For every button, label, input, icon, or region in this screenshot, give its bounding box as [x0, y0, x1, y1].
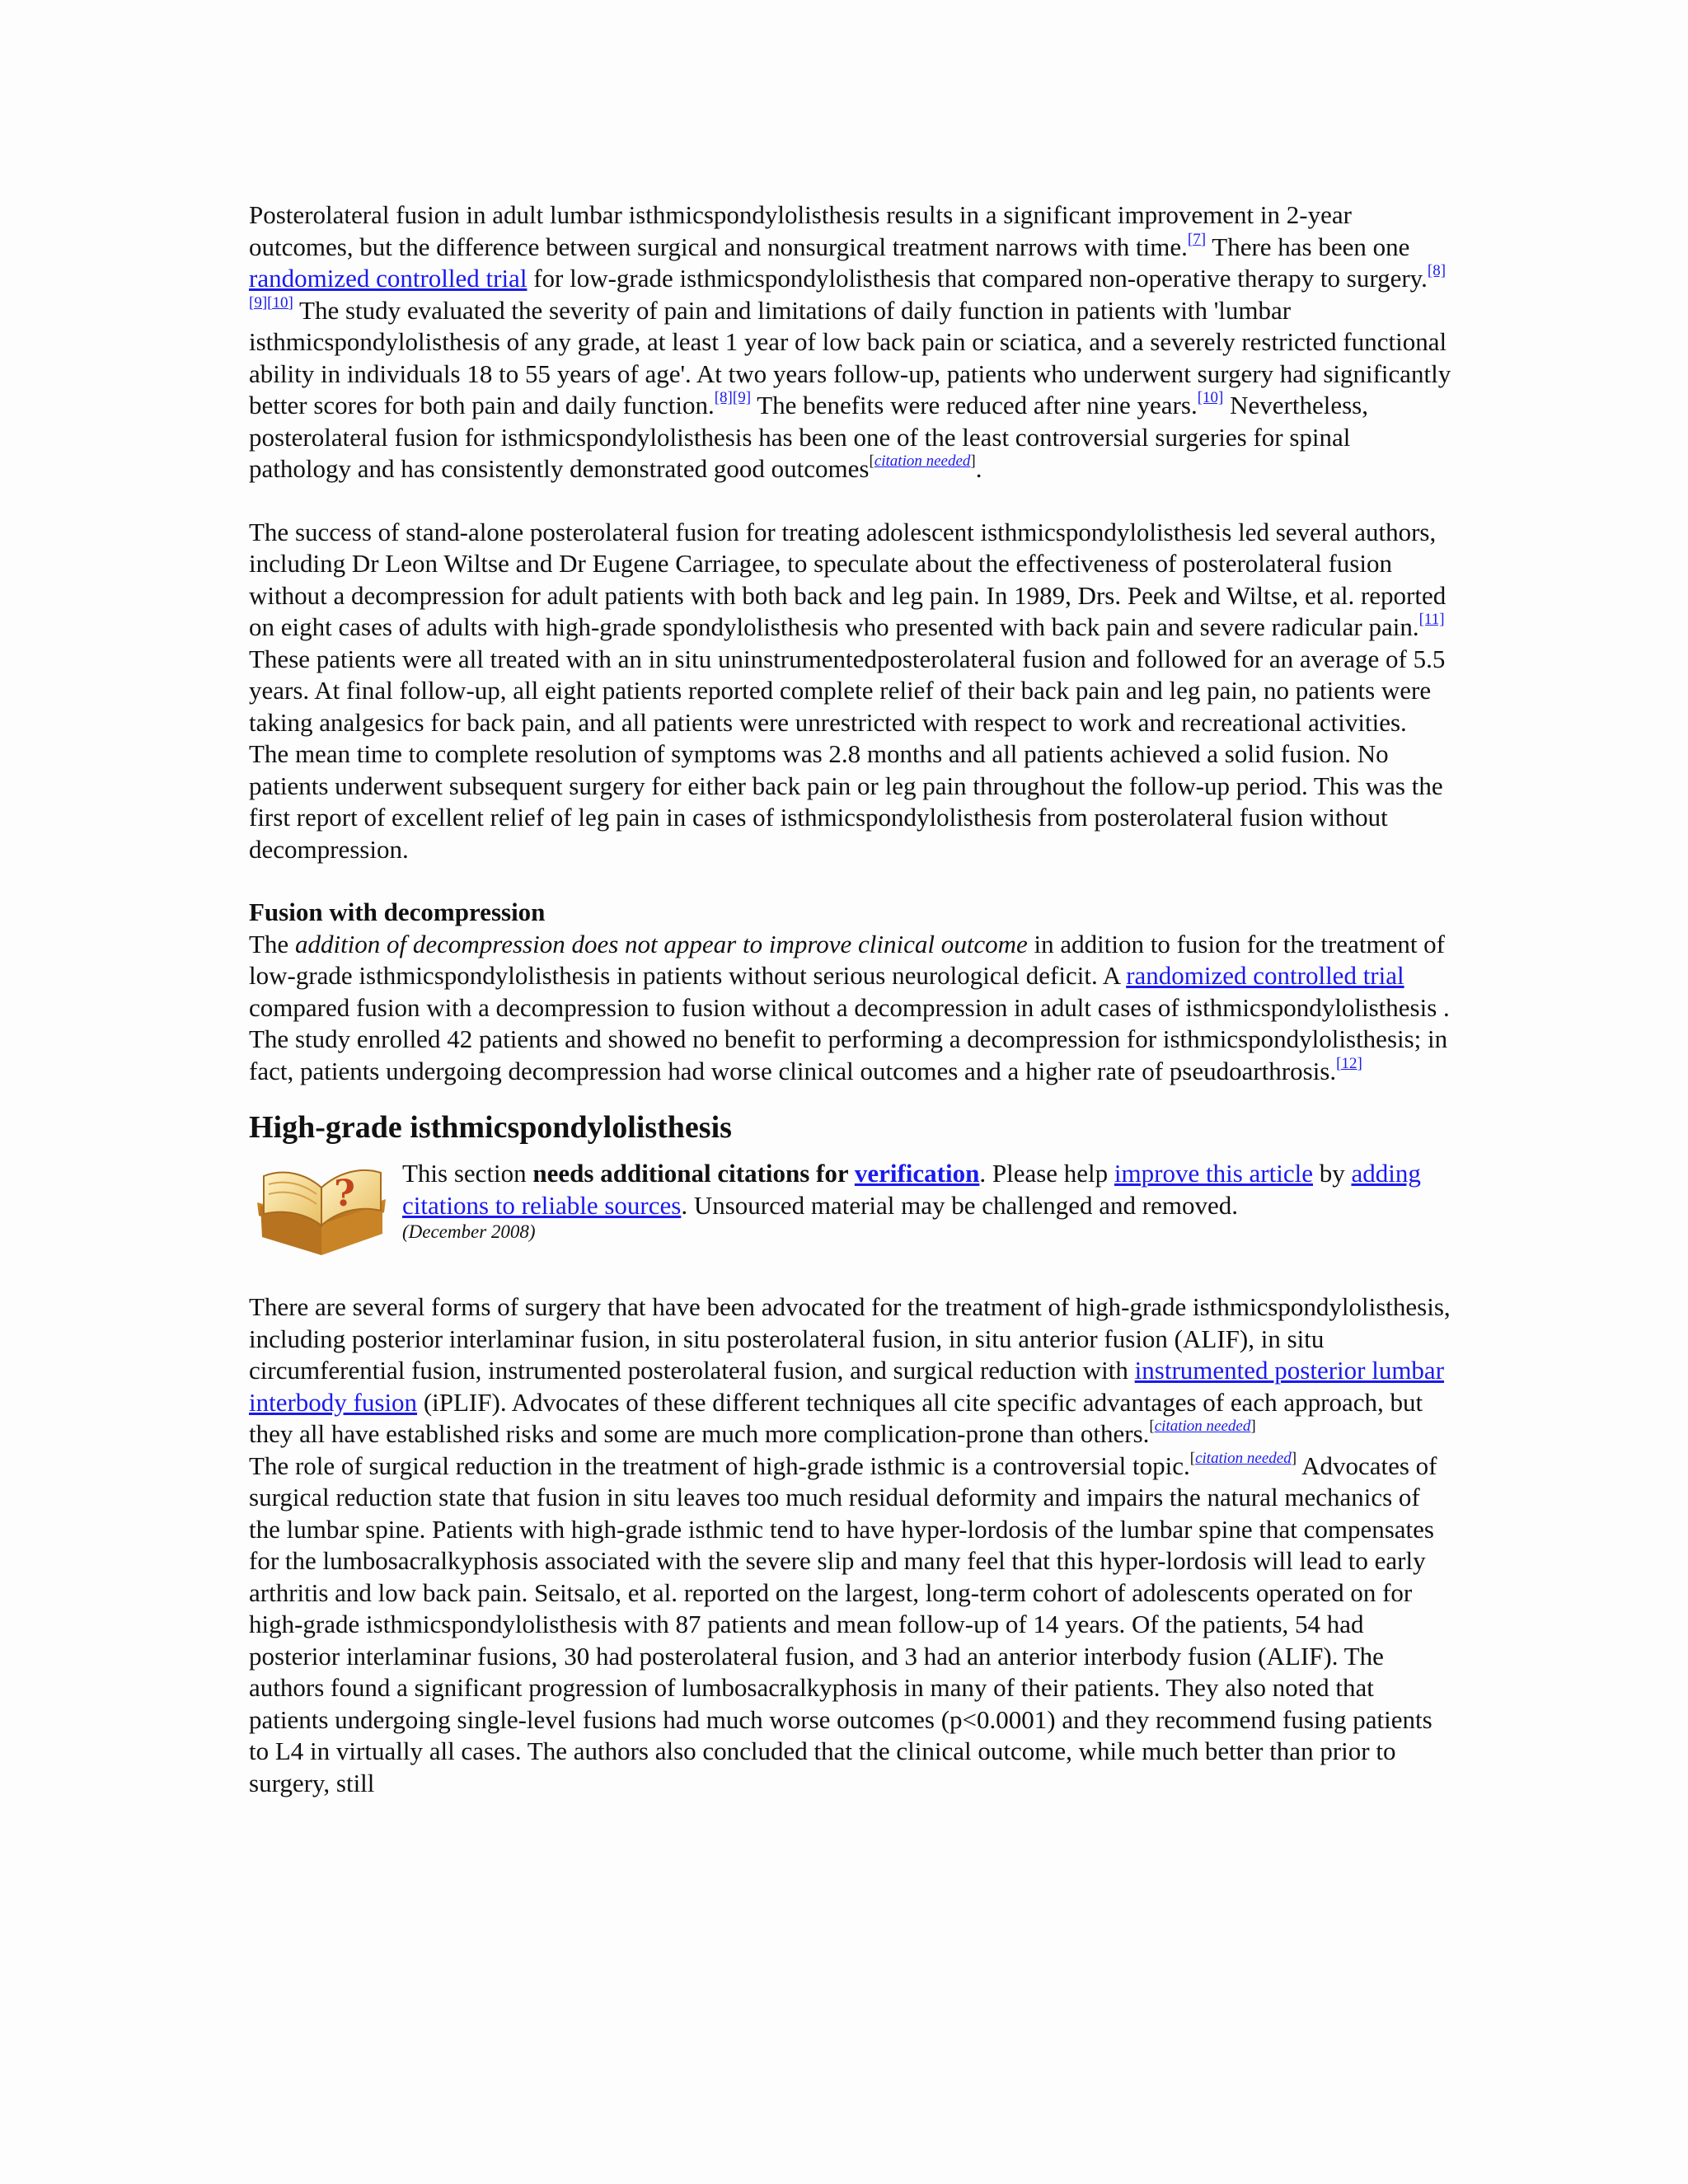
ref-9-link[interactable]: [9] [249, 293, 268, 312]
book-question-icon [252, 1158, 391, 1262]
citation-needed-link[interactable]: citation needed [874, 452, 971, 470]
citation-needed-link[interactable]: citation needed [1195, 1449, 1292, 1467]
subheading-fusion-with-decompression: Fusion with decompression [249, 898, 546, 926]
article-content [249, 199, 1452, 1799]
ref-10-link[interactable]: [10] [267, 293, 293, 312]
notice-text [402, 1158, 1452, 1243]
text: (iPLIF). Advocates of these different techniques all cite specific advantages of each approach, but they all have established risks and some are much more complication-prone than others. [249, 1387, 1423, 1448]
bold-text: needs additional citations for [532, 1159, 855, 1188]
link-iplif[interactable]: instrumented posterior lumbar interbody fusion [249, 1356, 1445, 1417]
ref-12-link[interactable]: [12] [1336, 1054, 1362, 1072]
ref-7[interactable] [1188, 231, 1206, 248]
ref-9-link[interactable]: [9] [732, 389, 752, 406]
paragraph-posterolateral-fusion [249, 199, 1452, 485]
citation-needed [869, 452, 975, 470]
link-adding-citations[interactable]: adding citations to reliable sources [402, 1159, 1421, 1220]
bracket: ] [1291, 1449, 1297, 1467]
bracket: ] [970, 452, 976, 470]
text: The success of stand-alone posterolateral fusion for treating adolescent isthmicspondylolisthesis led several authors, including Dr Leon Wiltse and Dr Eugene Carriagee, to speculate about the effectiveness of posterolateral fusion without a decompression for adult patients with both back and leg pain. In 1989, Drs. Peek and Wiltse, et al. reported on eight cases of adults with high-grade spondylolisthesis who presented with back pain and severe radicular pain. [249, 517, 1447, 641]
emphasis-text: addition of decompression does not appear to improve clinical outcome [294, 929, 1028, 958]
paragraph-surgical-reduction [249, 1451, 1452, 1800]
ref-8-link[interactable]: [8] [1427, 262, 1447, 279]
ref-group-8-9 [715, 389, 751, 406]
citation-notice [249, 1158, 1452, 1262]
ref-11-link[interactable]: [11] [1418, 611, 1445, 628]
text: The [249, 929, 295, 958]
ref-12 [1336, 1055, 1362, 1072]
svg-text:?: ? [334, 1173, 355, 1215]
text: These patients were all treated with an in situ uninstrumentedposterolateral fusion and followed for an average of 5.5 years. At final follow-up, all eight patients reported complete relief of their back pain and leg pain, no patients were taking analgesics for back pain, and all patients were unrestricted with respect to work and recreational activities. The mean time to complete resolution of symptoms was 2.8 months and all patients achieved a solid fusion. No patients underwent subsequent surgery for either back pain or leg pain throughout the follow-up period. This was the first report of excellent relief of leg pain in cases of isthmicspondylolisthesis from posterolateral fusion without decompression. [249, 644, 1446, 864]
link-verification[interactable]: verification [854, 1159, 980, 1188]
bracket: [ [869, 452, 874, 470]
text: The benefits were reduced after nine years. [751, 391, 1198, 419]
link-improve-this-article[interactable]: improve this article [1114, 1159, 1313, 1188]
text: There are several forms of surgery that have been advocated for the treatment of high-grade isthmicspondylolisthesis, including posterior interlaminar fusion, in situ posterolateral fusion, in situ anterior fusion (ALIF), in situ circumferential fusion, instrumented posterolateral fusion, and surgical reduction with [249, 1292, 1451, 1385]
ref-7-link[interactable]: [7] [1187, 230, 1207, 248]
text: There has been one [1206, 232, 1410, 261]
link-randomized-controlled-trial[interactable]: randomized controlled trial [249, 264, 528, 293]
text: for low-grade isthmicspondylolisthesis that compared non-operative therapy to surgery. [527, 264, 1428, 293]
text: in addition to fusion for the treatment of low-grade isthmicspondylolisthesis in patients without serious neurological deficit. A [249, 929, 1445, 990]
link-randomized-controlled-trial[interactable]: randomized controlled trial [1126, 961, 1404, 990]
text: The role of surgical reduction in the treatment of high-grade isthmic is a controversial topic. [249, 1451, 1190, 1480]
text: The study evaluated the severity of pain and limitations of daily function in patients with 'lumbar isthmicspondylolisthesis of any grade, at least 1 year of low back pain or sciatica, and a severely restricted functional ability in individuals 18 to 55 years of age'. At two years follow-up, patients who underwent surgery had significantly better scores for both pain and daily function. [249, 295, 1451, 419]
bracket: [ [1149, 1418, 1155, 1435]
paragraph-fusion-with-decompression [249, 929, 1452, 1088]
citation-needed-link[interactable]: citation needed [1154, 1418, 1251, 1435]
notice-date: (December 2008) [402, 1221, 536, 1242]
paragraph-forms-of-surgery [249, 1291, 1452, 1451]
spacer [249, 865, 1452, 897]
text: Advocates of surgical reduction state that fusion in situ leaves too much residual deformity and impairs the natural mechanics of the lumbar spine. Patients with high-grade isthmic tend to have hyper-lordosis of the lumbar spine that compensates for the lumbosacralkyphosis associated with the severe slip and many feel that this hyper-lordosis will lead to early arthritis and low back pain. Seitsalo, et al. reported on the largest, long-term cohort of adolescents operated on for high-grade isthmicspondylolisthesis with 87 patients and mean follow-up of 14 years. Of the patients, 54 had posterior interlaminar fusions, 30 had posterolateral fusion, and 3 had an anterior interbody fusion (ALIF). The authors found a significant progression of lumbosacralkyphosis in many of their patients. They also noted that patients undergoing single-level fusions had much worse outcomes (p<0.0001) and they recommend fusing patients to L4 in virtually all cases. The authors also concluded that the clinical outcome, while much better than prior to surgery, still [249, 1451, 1437, 1797]
citation-needed [1149, 1418, 1255, 1435]
ref-8-link[interactable]: [8] [714, 389, 733, 406]
spacer [249, 485, 1452, 517]
text: Nevertheless, posterolateral fusion for isthmicspondylolisthesis has been one of the least controversial surgeries for spinal pathology and has consistently demonstrated good outcomes [249, 391, 1368, 483]
text: compared fusion with a decompression to fusion without a decompression in adult cases of isthmicspondylolisthesis . The study enrolled 42 patients and showed no benefit to performing a decompression for isthmicspondylolisthesis; in fact, patients undergoing decompression had worse clinical outcomes and a higher rate of pseudoarthrosis. [249, 992, 1450, 1085]
ref-10-link[interactable]: [10] [1197, 389, 1224, 406]
bracket: ] [1250, 1418, 1256, 1435]
text: . Please help [979, 1159, 1114, 1188]
text: Posterolateral fusion in adult lumbar isthmicspondylolisthesis results in a significant improvement in 2-year outcomes, but the difference between surgical and nonsurgical treatment narrows with time. [249, 200, 1352, 261]
text: . Unsourced material may be challenged and removed. [681, 1190, 1239, 1220]
citation-needed [1190, 1450, 1296, 1467]
text: This section [402, 1159, 533, 1188]
text: . [975, 454, 982, 483]
section-heading-high-grade: High-grade isthmicspondylolisthesis [249, 1110, 732, 1145]
ref-11 [1419, 611, 1445, 628]
paragraph-stand-alone-fusion [249, 517, 1452, 866]
ref-10 [1198, 389, 1224, 406]
bracket: [ [1189, 1449, 1196, 1467]
text: by [1312, 1159, 1352, 1188]
